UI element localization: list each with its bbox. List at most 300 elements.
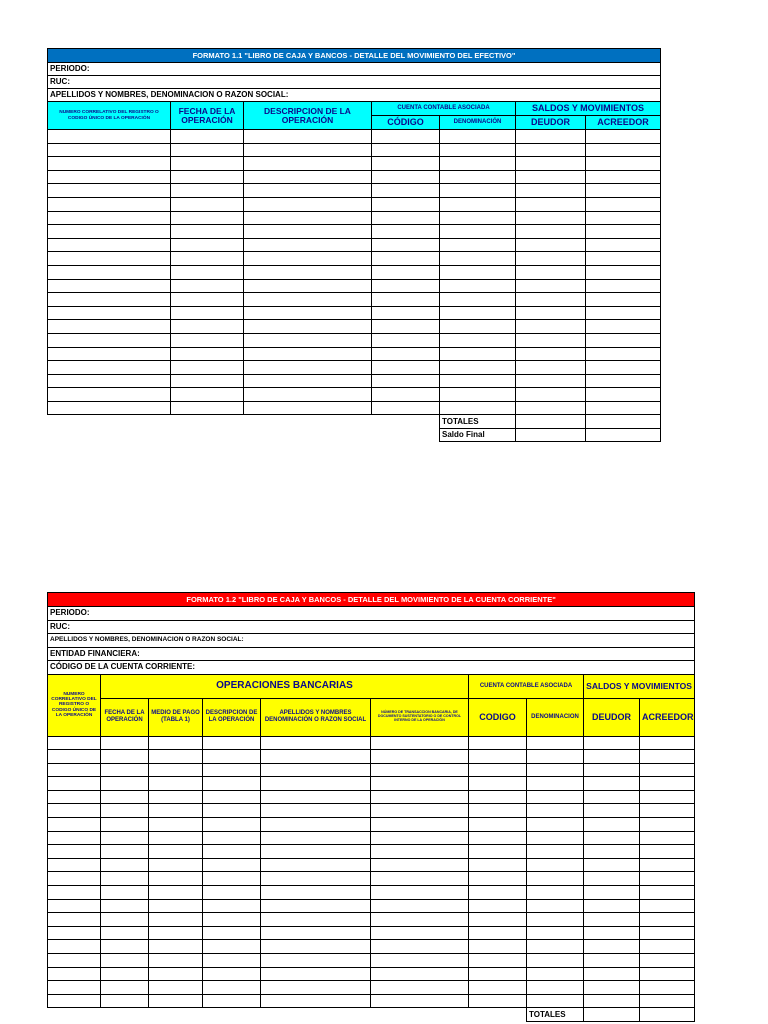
- formato-1-2-data-cell[interactable]: [469, 913, 527, 927]
- formato-1-2-data-cell[interactable]: [101, 804, 149, 818]
- formato-1-2-data-cell[interactable]: [371, 777, 469, 791]
- formato-1-2-data-cell[interactable]: [469, 763, 527, 777]
- formato-1-2-data-cell[interactable]: [149, 790, 203, 804]
- formato-1-2-data-cell[interactable]: [203, 926, 261, 940]
- formato-1-1-data-cell[interactable]: [440, 361, 516, 375]
- saldo-final-deudor-cell[interactable]: [516, 428, 586, 442]
- formato-1-2-data-cell[interactable]: [203, 804, 261, 818]
- formato-1-1-data-cell[interactable]: [244, 252, 372, 266]
- formato-1-2-data-cell[interactable]: [101, 940, 149, 954]
- formato-1-1-data-cell[interactable]: [586, 320, 661, 334]
- formato-1-1-data-cell[interactable]: [516, 347, 586, 361]
- formato-1-1-data-cell[interactable]: [586, 401, 661, 415]
- formato-1-2-data-cell[interactable]: [261, 994, 371, 1008]
- formato-1-2-data-cell[interactable]: [584, 994, 640, 1008]
- formato-1-2-data-cell[interactable]: [101, 831, 149, 845]
- formato-1-1-data-cell[interactable]: [372, 184, 440, 198]
- formato-1-1-data-cell[interactable]: [516, 130, 586, 144]
- formato-1-1-data-cell[interactable]: [586, 184, 661, 198]
- formato-1-1-data-cell[interactable]: [440, 265, 516, 279]
- formato-1-2-data-cell[interactable]: [584, 940, 640, 954]
- formato-1-2-data-cell[interactable]: [584, 736, 640, 750]
- formato-1-1-data-cell[interactable]: [586, 170, 661, 184]
- formato-1-1-data-cell[interactable]: [171, 143, 244, 157]
- formato-1-2-data-cell[interactable]: [527, 831, 584, 845]
- formato-1-1-data-cell[interactable]: [372, 388, 440, 402]
- formato-1-2-data-cell[interactable]: [640, 831, 695, 845]
- formato-1-2-data-cell[interactable]: [640, 804, 695, 818]
- formato-1-2-data-cell[interactable]: [640, 954, 695, 968]
- totales-deudor-cell[interactable]: [516, 415, 586, 429]
- formato-1-1-data-cell[interactable]: [440, 197, 516, 211]
- formato-1-2-data-cell[interactable]: [149, 913, 203, 927]
- formato-1-1-data-cell[interactable]: [171, 401, 244, 415]
- formato-1-1-data-cell[interactable]: [440, 333, 516, 347]
- formato-1-1-data-cell[interactable]: [372, 225, 440, 239]
- formato-1-1-data-cell[interactable]: [244, 184, 372, 198]
- formato-1-2-data-cell[interactable]: [371, 858, 469, 872]
- formato-1-1-data-cell[interactable]: [586, 361, 661, 375]
- formato-1-2-data-cell[interactable]: [584, 913, 640, 927]
- formato-1-1-data-cell[interactable]: [244, 293, 372, 307]
- formato-1-1-data-cell[interactable]: [372, 157, 440, 171]
- formato-1-2-data-cell[interactable]: [149, 886, 203, 900]
- formato-1-1-data-cell[interactable]: [48, 320, 171, 334]
- formato-1-1-data-cell[interactable]: [586, 279, 661, 293]
- formato-1-2-data-cell[interactable]: [48, 845, 101, 859]
- formato-1-2-data-cell[interactable]: [640, 763, 695, 777]
- formato-1-1-data-cell[interactable]: [516, 143, 586, 157]
- formato-1-2-data-cell[interactable]: [101, 872, 149, 886]
- formato-1-2-data-cell[interactable]: [101, 818, 149, 832]
- formato-1-2-data-cell[interactable]: [469, 954, 527, 968]
- formato-1-1-data-cell[interactable]: [48, 306, 171, 320]
- formato-1-2-data-cell[interactable]: [203, 818, 261, 832]
- formato-1-2-data-cell[interactable]: [261, 790, 371, 804]
- formato-1-1-data-cell[interactable]: [440, 279, 516, 293]
- formato-1-2-data-cell[interactable]: [261, 831, 371, 845]
- formato-1-2-data-cell[interactable]: [101, 967, 149, 981]
- saldo-final-acreedor-cell[interactable]: [586, 428, 661, 442]
- formato-1-1-data-cell[interactable]: [171, 211, 244, 225]
- formato-1-1-data-cell[interactable]: [440, 347, 516, 361]
- formato-1-2-data-cell[interactable]: [48, 913, 101, 927]
- totales-deudor-cell-2[interactable]: [584, 1008, 640, 1022]
- formato-1-1-data-cell[interactable]: [372, 252, 440, 266]
- formato-1-1-data-cell[interactable]: [48, 130, 171, 144]
- formato-1-2-data-cell[interactable]: [149, 954, 203, 968]
- formato-1-1-data-cell[interactable]: [171, 293, 244, 307]
- formato-1-2-data-cell[interactable]: [469, 831, 527, 845]
- formato-1-1-data-cell[interactable]: [244, 170, 372, 184]
- formato-1-2-data-cell[interactable]: [640, 913, 695, 927]
- formato-1-2-data-cell[interactable]: [584, 750, 640, 764]
- formato-1-2-data-cell[interactable]: [149, 763, 203, 777]
- formato-1-1-data-cell[interactable]: [440, 157, 516, 171]
- formato-1-2-data-cell[interactable]: [371, 899, 469, 913]
- formato-1-1-data-cell[interactable]: [244, 197, 372, 211]
- formato-1-2-data-cell[interactable]: [469, 736, 527, 750]
- formato-1-2-data-cell[interactable]: [203, 913, 261, 927]
- formato-1-1-data-cell[interactable]: [244, 225, 372, 239]
- formato-1-1-data-cell[interactable]: [516, 265, 586, 279]
- formato-1-2-data-cell[interactable]: [584, 899, 640, 913]
- formato-1-2-data-cell[interactable]: [469, 899, 527, 913]
- formato-1-2-data-cell[interactable]: [48, 736, 101, 750]
- formato-1-2-data-cell[interactable]: [371, 736, 469, 750]
- formato-1-2-data-cell[interactable]: [203, 858, 261, 872]
- formato-1-1-data-cell[interactable]: [440, 225, 516, 239]
- formato-1-1-data-cell[interactable]: [516, 211, 586, 225]
- formato-1-2-data-cell[interactable]: [203, 845, 261, 859]
- formato-1-1-data-cell[interactable]: [516, 293, 586, 307]
- formato-1-2-data-cell[interactable]: [261, 858, 371, 872]
- formato-1-2-data-cell[interactable]: [527, 818, 584, 832]
- formato-1-1-data-cell[interactable]: [440, 184, 516, 198]
- formato-1-2-data-cell[interactable]: [261, 981, 371, 995]
- formato-1-1-data-cell[interactable]: [244, 320, 372, 334]
- formato-1-1-data-cell[interactable]: [440, 143, 516, 157]
- formato-1-2-data-cell[interactable]: [640, 981, 695, 995]
- formato-1-2-data-cell[interactable]: [261, 913, 371, 927]
- formato-1-2-data-cell[interactable]: [584, 967, 640, 981]
- formato-1-2-data-cell[interactable]: [469, 981, 527, 995]
- formato-1-2-data-cell[interactable]: [527, 845, 584, 859]
- formato-1-1-data-cell[interactable]: [372, 347, 440, 361]
- formato-1-1-data-cell[interactable]: [48, 293, 171, 307]
- formato-1-2-data-cell[interactable]: [261, 967, 371, 981]
- formato-1-2-data-cell[interactable]: [469, 845, 527, 859]
- formato-1-1-data-cell[interactable]: [171, 184, 244, 198]
- formato-1-2-data-cell[interactable]: [584, 818, 640, 832]
- formato-1-1-data-cell[interactable]: [516, 184, 586, 198]
- formato-1-1-data-cell[interactable]: [372, 238, 440, 252]
- formato-1-2-data-cell[interactable]: [48, 790, 101, 804]
- formato-1-2-data-cell[interactable]: [371, 981, 469, 995]
- formato-1-1-data-cell[interactable]: [516, 320, 586, 334]
- formato-1-1-data-cell[interactable]: [516, 279, 586, 293]
- formato-1-2-data-cell[interactable]: [261, 763, 371, 777]
- formato-1-2-data-cell[interactable]: [640, 940, 695, 954]
- formato-1-2-data-cell[interactable]: [640, 777, 695, 791]
- formato-1-1-data-cell[interactable]: [586, 143, 661, 157]
- formato-1-1-data-cell[interactable]: [372, 401, 440, 415]
- formato-1-2-data-cell[interactable]: [469, 858, 527, 872]
- formato-1-2-data-cell[interactable]: [261, 872, 371, 886]
- formato-1-2-data-cell[interactable]: [261, 899, 371, 913]
- formato-1-2-data-cell[interactable]: [371, 818, 469, 832]
- formato-1-2-data-cell[interactable]: [101, 981, 149, 995]
- formato-1-2-data-cell[interactable]: [371, 994, 469, 1008]
- formato-1-1-data-cell[interactable]: [516, 388, 586, 402]
- formato-1-2-data-cell[interactable]: [584, 845, 640, 859]
- formato-1-2-data-cell[interactable]: [203, 954, 261, 968]
- formato-1-2-data-cell[interactable]: [261, 926, 371, 940]
- formato-1-2-data-cell[interactable]: [527, 967, 584, 981]
- formato-1-2-data-cell[interactable]: [149, 899, 203, 913]
- formato-1-2-data-cell[interactable]: [640, 750, 695, 764]
- formato-1-2-data-cell[interactable]: [584, 872, 640, 886]
- formato-1-2-data-cell[interactable]: [149, 858, 203, 872]
- formato-1-1-data-cell[interactable]: [586, 388, 661, 402]
- formato-1-1-data-cell[interactable]: [516, 157, 586, 171]
- formato-1-2-data-cell[interactable]: [101, 913, 149, 927]
- formato-1-2-data-cell[interactable]: [640, 899, 695, 913]
- formato-1-2-data-cell[interactable]: [149, 926, 203, 940]
- formato-1-2-data-cell[interactable]: [101, 845, 149, 859]
- formato-1-1-data-cell[interactable]: [244, 157, 372, 171]
- formato-1-2-data-cell[interactable]: [48, 750, 101, 764]
- formato-1-1-data-cell[interactable]: [372, 130, 440, 144]
- formato-1-1-data-cell[interactable]: [171, 320, 244, 334]
- formato-1-2-data-cell[interactable]: [527, 886, 584, 900]
- formato-1-1-data-cell[interactable]: [372, 333, 440, 347]
- formato-1-1-data-cell[interactable]: [171, 225, 244, 239]
- formato-1-1-data-cell[interactable]: [171, 252, 244, 266]
- formato-1-1-data-cell[interactable]: [244, 333, 372, 347]
- formato-1-2-data-cell[interactable]: [371, 967, 469, 981]
- formato-1-2-data-cell[interactable]: [469, 994, 527, 1008]
- formato-1-2-data-cell[interactable]: [371, 750, 469, 764]
- formato-1-2-data-cell[interactable]: [48, 831, 101, 845]
- formato-1-2-data-cell[interactable]: [203, 872, 261, 886]
- formato-1-1-data-cell[interactable]: [440, 374, 516, 388]
- formato-1-1-data-cell[interactable]: [586, 157, 661, 171]
- formato-1-1-data-cell[interactable]: [48, 225, 171, 239]
- formato-1-2-data-cell[interactable]: [261, 777, 371, 791]
- formato-1-2-data-cell[interactable]: [527, 913, 584, 927]
- formato-1-1-data-cell[interactable]: [586, 347, 661, 361]
- formato-1-1-data-cell[interactable]: [171, 238, 244, 252]
- formato-1-1-data-cell[interactable]: [372, 306, 440, 320]
- formato-1-2-data-cell[interactable]: [640, 994, 695, 1008]
- formato-1-1-data-cell[interactable]: [372, 320, 440, 334]
- formato-1-2-data-cell[interactable]: [640, 818, 695, 832]
- formato-1-2-data-cell[interactable]: [48, 763, 101, 777]
- formato-1-2-data-cell[interactable]: [527, 994, 584, 1008]
- formato-1-2-data-cell[interactable]: [48, 777, 101, 791]
- formato-1-1-data-cell[interactable]: [171, 197, 244, 211]
- formato-1-2-data-cell[interactable]: [640, 790, 695, 804]
- formato-1-1-data-cell[interactable]: [171, 130, 244, 144]
- formato-1-2-data-cell[interactable]: [149, 831, 203, 845]
- formato-1-2-data-cell[interactable]: [584, 763, 640, 777]
- formato-1-2-data-cell[interactable]: [527, 777, 584, 791]
- formato-1-2-data-cell[interactable]: [527, 940, 584, 954]
- formato-1-1-data-cell[interactable]: [440, 211, 516, 225]
- formato-1-1-data-cell[interactable]: [171, 170, 244, 184]
- formato-1-2-data-cell[interactable]: [101, 777, 149, 791]
- formato-1-1-data-cell[interactable]: [372, 143, 440, 157]
- formato-1-2-data-cell[interactable]: [203, 736, 261, 750]
- formato-1-2-data-cell[interactable]: [371, 845, 469, 859]
- formato-1-2-data-cell[interactable]: [371, 926, 469, 940]
- formato-1-2-data-cell[interactable]: [527, 750, 584, 764]
- formato-1-2-data-cell[interactable]: [261, 804, 371, 818]
- totales-acreedor-cell-2[interactable]: [640, 1008, 695, 1022]
- formato-1-2-data-cell[interactable]: [640, 967, 695, 981]
- formato-1-2-data-cell[interactable]: [261, 954, 371, 968]
- formato-1-2-data-cell[interactable]: [584, 954, 640, 968]
- formato-1-1-data-cell[interactable]: [516, 374, 586, 388]
- formato-1-2-data-cell[interactable]: [203, 777, 261, 791]
- formato-1-2-data-cell[interactable]: [371, 804, 469, 818]
- formato-1-2-data-cell[interactable]: [371, 763, 469, 777]
- formato-1-1-data-cell[interactable]: [586, 374, 661, 388]
- formato-1-2-data-cell[interactable]: [101, 926, 149, 940]
- formato-1-2-data-cell[interactable]: [149, 777, 203, 791]
- formato-1-1-data-cell[interactable]: [586, 197, 661, 211]
- formato-1-2-data-cell[interactable]: [203, 750, 261, 764]
- formato-1-2-data-cell[interactable]: [101, 954, 149, 968]
- formato-1-2-data-cell[interactable]: [469, 886, 527, 900]
- formato-1-1-data-cell[interactable]: [171, 361, 244, 375]
- formato-1-1-data-cell[interactable]: [48, 265, 171, 279]
- formato-1-1-data-cell[interactable]: [516, 306, 586, 320]
- formato-1-2-data-cell[interactable]: [203, 763, 261, 777]
- formato-1-1-data-cell[interactable]: [48, 333, 171, 347]
- formato-1-2-data-cell[interactable]: [527, 736, 584, 750]
- formato-1-2-data-cell[interactable]: [101, 858, 149, 872]
- formato-1-1-data-cell[interactable]: [171, 374, 244, 388]
- formato-1-2-data-cell[interactable]: [203, 981, 261, 995]
- formato-1-2-data-cell[interactable]: [48, 858, 101, 872]
- formato-1-1-data-cell[interactable]: [516, 252, 586, 266]
- formato-1-1-data-cell[interactable]: [244, 374, 372, 388]
- formato-1-2-data-cell[interactable]: [584, 858, 640, 872]
- formato-1-1-data-cell[interactable]: [440, 170, 516, 184]
- formato-1-2-data-cell[interactable]: [527, 981, 584, 995]
- formato-1-2-data-cell[interactable]: [203, 967, 261, 981]
- formato-1-1-data-cell[interactable]: [244, 143, 372, 157]
- formato-1-2-data-cell[interactable]: [261, 750, 371, 764]
- formato-1-2-data-cell[interactable]: [48, 818, 101, 832]
- formato-1-1-data-cell[interactable]: [244, 130, 372, 144]
- formato-1-1-data-cell[interactable]: [440, 238, 516, 252]
- formato-1-2-data-cell[interactable]: [527, 790, 584, 804]
- formato-1-1-data-cell[interactable]: [586, 265, 661, 279]
- formato-1-1-data-cell[interactable]: [171, 388, 244, 402]
- formato-1-1-data-cell[interactable]: [516, 225, 586, 239]
- formato-1-2-data-cell[interactable]: [584, 886, 640, 900]
- formato-1-1-data-cell[interactable]: [48, 184, 171, 198]
- formato-1-2-data-cell[interactable]: [149, 845, 203, 859]
- formato-1-2-data-cell[interactable]: [527, 763, 584, 777]
- formato-1-1-data-cell[interactable]: [372, 374, 440, 388]
- formato-1-2-data-cell[interactable]: [101, 886, 149, 900]
- formato-1-1-data-cell[interactable]: [48, 143, 171, 157]
- formato-1-1-data-cell[interactable]: [48, 197, 171, 211]
- formato-1-1-data-cell[interactable]: [516, 238, 586, 252]
- formato-1-2-data-cell[interactable]: [371, 954, 469, 968]
- formato-1-2-data-cell[interactable]: [469, 750, 527, 764]
- formato-1-1-data-cell[interactable]: [372, 170, 440, 184]
- formato-1-2-data-cell[interactable]: [149, 872, 203, 886]
- formato-1-1-data-cell[interactable]: [48, 279, 171, 293]
- formato-1-2-data-cell[interactable]: [469, 790, 527, 804]
- totales-acreedor-cell[interactable]: [586, 415, 661, 429]
- formato-1-2-data-cell[interactable]: [584, 926, 640, 940]
- formato-1-2-data-cell[interactable]: [640, 886, 695, 900]
- formato-1-2-data-cell[interactable]: [203, 899, 261, 913]
- formato-1-1-data-cell[interactable]: [516, 197, 586, 211]
- formato-1-1-data-cell[interactable]: [48, 388, 171, 402]
- formato-1-1-data-cell[interactable]: [171, 265, 244, 279]
- formato-1-2-data-cell[interactable]: [48, 886, 101, 900]
- formato-1-2-data-cell[interactable]: [203, 831, 261, 845]
- formato-1-1-data-cell[interactable]: [244, 388, 372, 402]
- formato-1-1-data-cell[interactable]: [244, 401, 372, 415]
- formato-1-2-data-cell[interactable]: [371, 886, 469, 900]
- formato-1-2-data-cell[interactable]: [527, 858, 584, 872]
- formato-1-2-data-cell[interactable]: [469, 926, 527, 940]
- formato-1-2-data-cell[interactable]: [48, 804, 101, 818]
- formato-1-2-data-cell[interactable]: [527, 954, 584, 968]
- formato-1-2-data-cell[interactable]: [584, 777, 640, 791]
- formato-1-1-data-cell[interactable]: [516, 361, 586, 375]
- formato-1-2-data-cell[interactable]: [149, 818, 203, 832]
- formato-1-2-data-cell[interactable]: [527, 804, 584, 818]
- formato-1-2-data-cell[interactable]: [101, 750, 149, 764]
- formato-1-1-data-cell[interactable]: [586, 130, 661, 144]
- formato-1-1-data-cell[interactable]: [586, 225, 661, 239]
- formato-1-1-data-cell[interactable]: [440, 293, 516, 307]
- formato-1-1-data-cell[interactable]: [48, 157, 171, 171]
- formato-1-1-data-cell[interactable]: [516, 333, 586, 347]
- formato-1-2-data-cell[interactable]: [584, 831, 640, 845]
- formato-1-1-data-cell[interactable]: [171, 157, 244, 171]
- formato-1-1-data-cell[interactable]: [48, 347, 171, 361]
- formato-1-1-data-cell[interactable]: [171, 279, 244, 293]
- formato-1-2-data-cell[interactable]: [149, 981, 203, 995]
- formato-1-2-data-cell[interactable]: [371, 831, 469, 845]
- formato-1-2-data-cell[interactable]: [149, 967, 203, 981]
- formato-1-2-data-cell[interactable]: [371, 790, 469, 804]
- formato-1-1-data-cell[interactable]: [244, 361, 372, 375]
- formato-1-2-data-cell[interactable]: [469, 818, 527, 832]
- formato-1-1-data-cell[interactable]: [440, 130, 516, 144]
- formato-1-1-data-cell[interactable]: [372, 197, 440, 211]
- formato-1-1-data-cell[interactable]: [244, 279, 372, 293]
- formato-1-2-data-cell[interactable]: [101, 994, 149, 1008]
- formato-1-1-data-cell[interactable]: [440, 388, 516, 402]
- formato-1-2-data-cell[interactable]: [48, 926, 101, 940]
- formato-1-2-data-cell[interactable]: [469, 804, 527, 818]
- formato-1-2-data-cell[interactable]: [469, 940, 527, 954]
- formato-1-1-data-cell[interactable]: [372, 293, 440, 307]
- formato-1-2-data-cell[interactable]: [640, 845, 695, 859]
- formato-1-2-data-cell[interactable]: [640, 872, 695, 886]
- formato-1-1-data-cell[interactable]: [586, 252, 661, 266]
- formato-1-1-data-cell[interactable]: [586, 211, 661, 225]
- formato-1-1-data-cell[interactable]: [440, 252, 516, 266]
- formato-1-2-data-cell[interactable]: [203, 886, 261, 900]
- formato-1-2-data-cell[interactable]: [527, 872, 584, 886]
- formato-1-2-data-cell[interactable]: [469, 777, 527, 791]
- formato-1-1-data-cell[interactable]: [48, 374, 171, 388]
- formato-1-1-data-cell[interactable]: [244, 238, 372, 252]
- formato-1-2-data-cell[interactable]: [640, 926, 695, 940]
- formato-1-2-data-cell[interactable]: [469, 967, 527, 981]
- formato-1-2-data-cell[interactable]: [149, 736, 203, 750]
- formato-1-1-data-cell[interactable]: [244, 306, 372, 320]
- formato-1-1-data-cell[interactable]: [372, 265, 440, 279]
- formato-1-2-data-cell[interactable]: [203, 790, 261, 804]
- formato-1-2-data-cell[interactable]: [48, 954, 101, 968]
- formato-1-1-data-cell[interactable]: [586, 293, 661, 307]
- formato-1-1-data-cell[interactable]: [440, 306, 516, 320]
- formato-1-2-data-cell[interactable]: [48, 872, 101, 886]
